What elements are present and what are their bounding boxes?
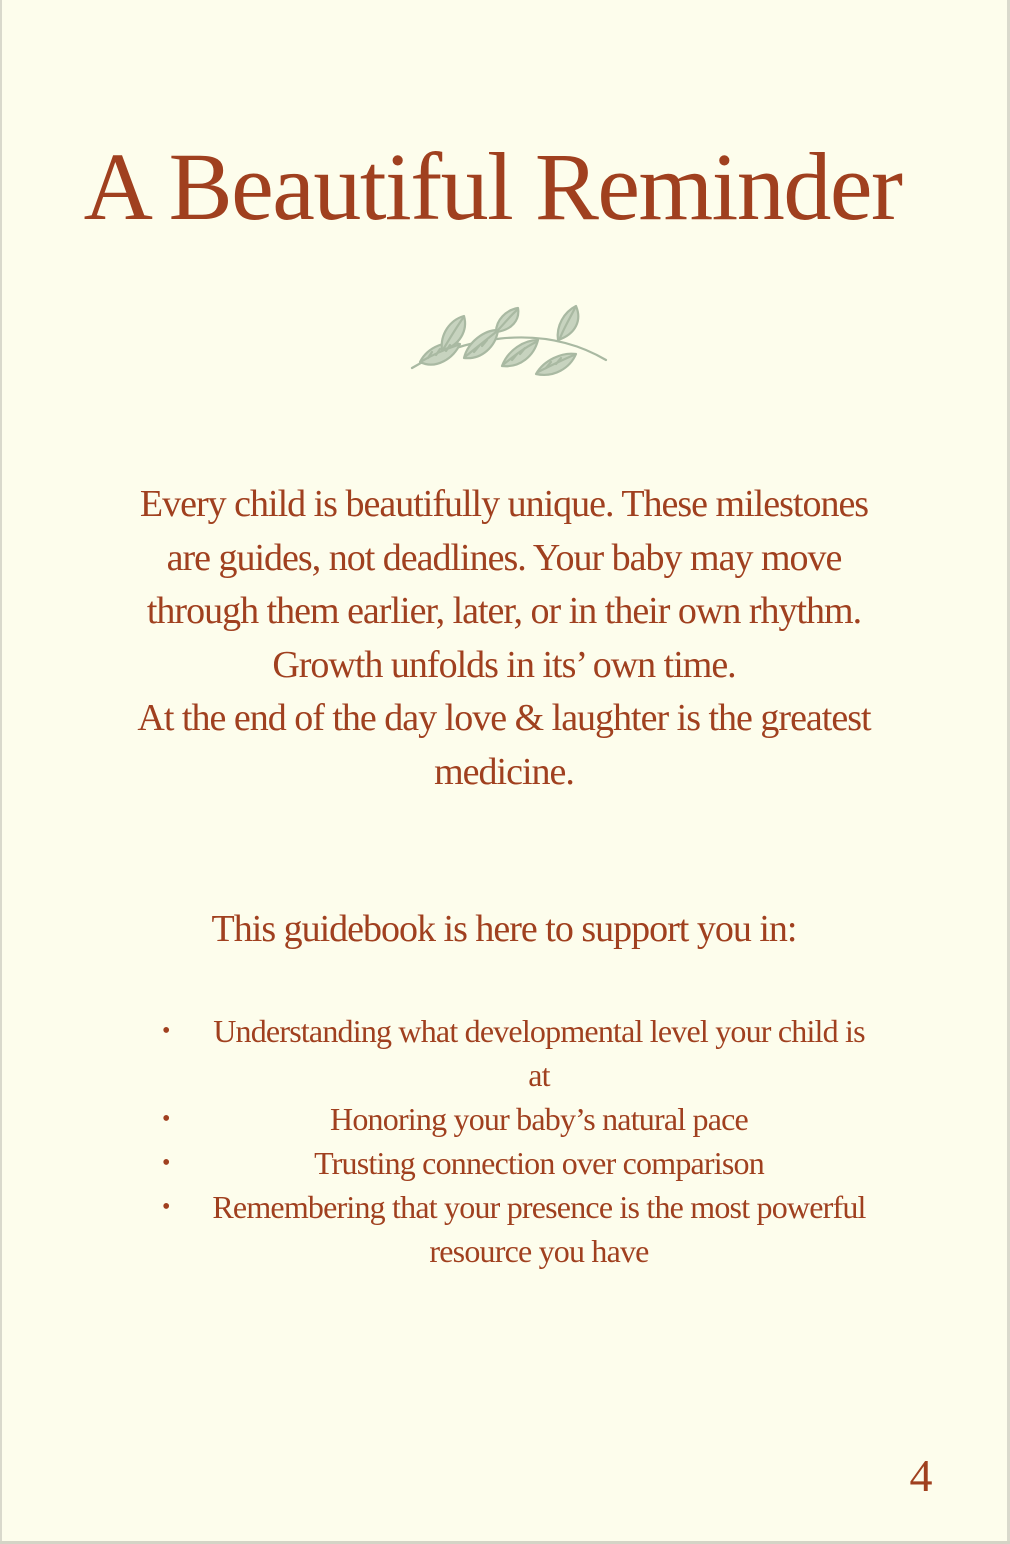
intro-paragraph-2: At the end of the day love & laughter is the greatest medicine. — [137, 697, 871, 793]
list-item — [160, 1185, 878, 1273]
intro-paragraph-1: Every child is beautifully unique. These milestones are guides, not deadlines. Your baby may move through them earlier, later, or in their own rhythm. Growth unfolds in its’ own time. — [139, 483, 869, 686]
support-list — [160, 1009, 878, 1273]
bullet-icon: • — [162, 1018, 170, 1044]
bullet-icon: • — [162, 1150, 170, 1176]
bullet-icon: • — [162, 1194, 170, 1220]
list-item — [160, 1009, 878, 1097]
page-title: A Beautiful Reminder — [83, 133, 902, 240]
bullet-icon: • — [162, 1106, 170, 1132]
leaf-sprig-icon — [398, 302, 610, 382]
support-heading: This guidebook is here to support you in: — [211, 908, 797, 950]
list-item-text: Understanding what developmental level your child is at — [213, 1013, 865, 1093]
list-item — [160, 1141, 878, 1185]
list-item-text: Honoring your baby’s natural pace — [330, 1101, 748, 1137]
page-number: 4 — [909, 1450, 933, 1501]
list-item — [160, 1097, 878, 1141]
list-item-text: Trusting connection over comparison — [314, 1145, 764, 1181]
intro-text — [130, 478, 878, 799]
list-item-text: Remembering that your presence is the most powerful resource you have — [212, 1189, 866, 1269]
